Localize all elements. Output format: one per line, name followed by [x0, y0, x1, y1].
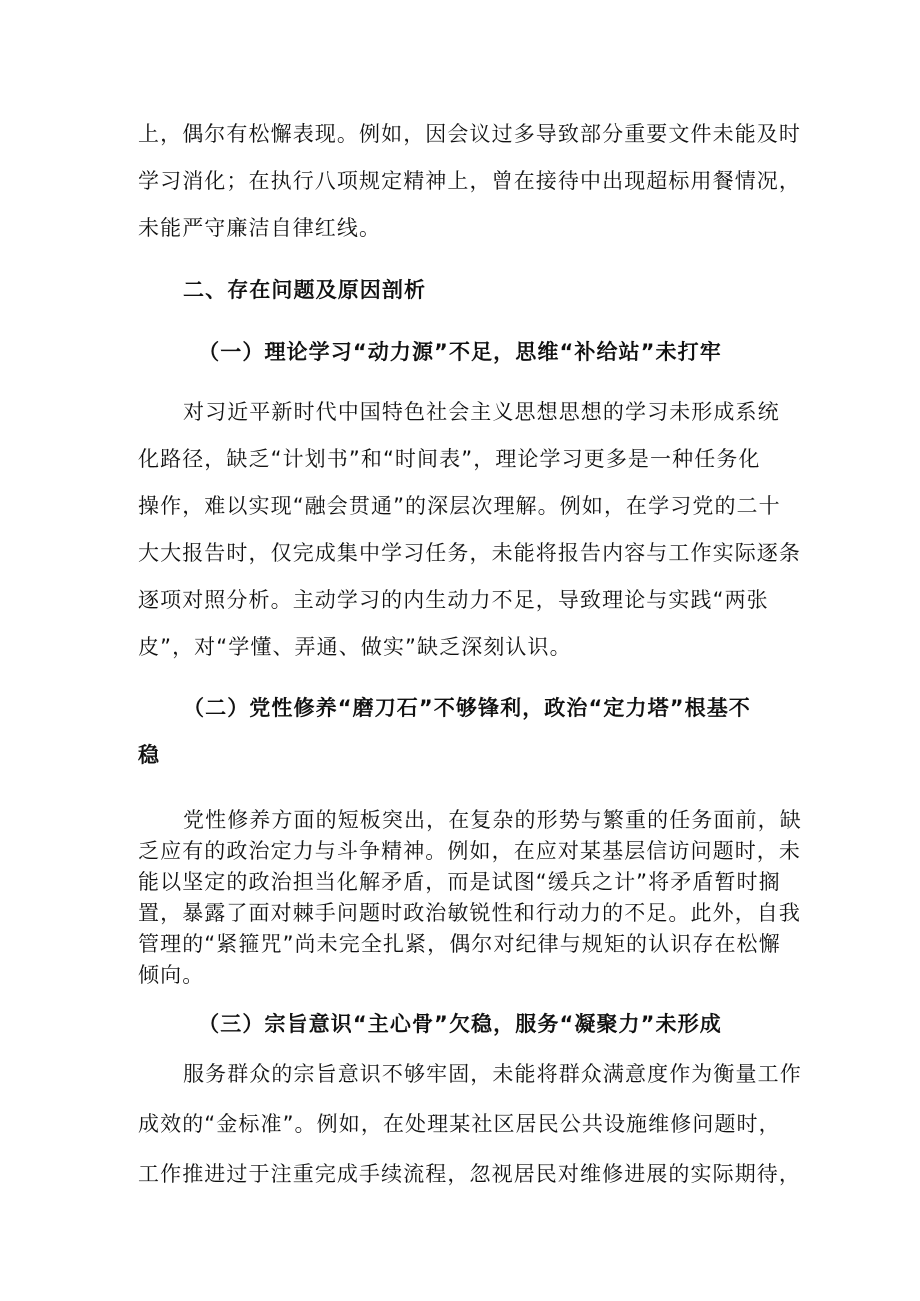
- paragraph-line: 学习消化；在执行八项规定精神上，曾在接待中出现超标用餐情况，: [138, 169, 801, 193]
- paragraph-line: 工作推进过于注重完成手续流程，忽视居民对维修进展的实际期待，: [138, 1162, 801, 1186]
- paragraph-line: 对习近平新时代中国特色社会主义思想思想的学习未形成系统: [183, 400, 780, 424]
- paragraph-line: 成效的“金标准”。例如，在处理某社区居民公共设施维修问题时，: [138, 1112, 781, 1136]
- paragraph-line: 置，暴露了面对棘手问题时政治敏锐性和行动力的不足。此外，自我: [138, 901, 801, 925]
- paragraph-line: 大大报告时，仅完成集中学习任务，未能将报告内容与工作实际逐条: [138, 541, 801, 565]
- paragraph-line: 服务群众的宗旨意识不够牢固，未能将群众满意度作为衡量工作: [183, 1062, 802, 1086]
- paragraph-line: 乏应有的政治定力与斗争精神。例如，在应对某基层信访问题时，未: [138, 839, 801, 863]
- paragraph-line: 化路径，缺乏“计划书”和“时间表”，理论学习更多是一种任务化: [138, 447, 761, 471]
- paragraph-line: 皮”，对“学懂、弄通、做实”缺乏深刻认识。: [138, 635, 572, 659]
- paragraph-line: 未能严守廉洁自律红线。: [138, 216, 382, 240]
- subheading-2: （二）党性修养“磨刀石”不够锋利，政治“定力塔”根基不: [183, 696, 751, 720]
- section-heading: 二、存在问题及原因剖析: [183, 278, 427, 302]
- paragraph-line: 倾向。: [138, 963, 205, 987]
- paragraph-line: 上，偶尔有松懈表现。例如，因会议过多导致部分重要文件未能及时: [138, 122, 801, 146]
- subheading-3: （三）宗旨意识“主心骨”欠稳，服务“凝聚力”未形成: [198, 1012, 722, 1036]
- paragraph-line: 逐项对照分析。主动学习的内生动力不足，导致理论与实践“两张: [138, 588, 769, 612]
- paragraph-line: 管理的“紧箍咒”尚未完全扎紧，偶尔对纪律与规矩的认识存在松懈: [138, 932, 781, 956]
- paragraph-line: 能以坚定的政治担当化解矛盾，而是试图“缓兵之计”将矛盾暂时搁: [138, 870, 781, 894]
- paragraph-line: 党性修养方面的短板突出，在复杂的形势与繁重的任务面前，缺: [183, 808, 802, 832]
- subheading-2-continued: 稳: [138, 743, 161, 767]
- subheading-1: （一）理论学习“动力源”不足，思维“补给站”未打牢: [198, 340, 722, 364]
- paragraph-line: 操作，难以实现“融会贯通”的深层次理解。例如，在学习党的二十: [138, 494, 781, 518]
